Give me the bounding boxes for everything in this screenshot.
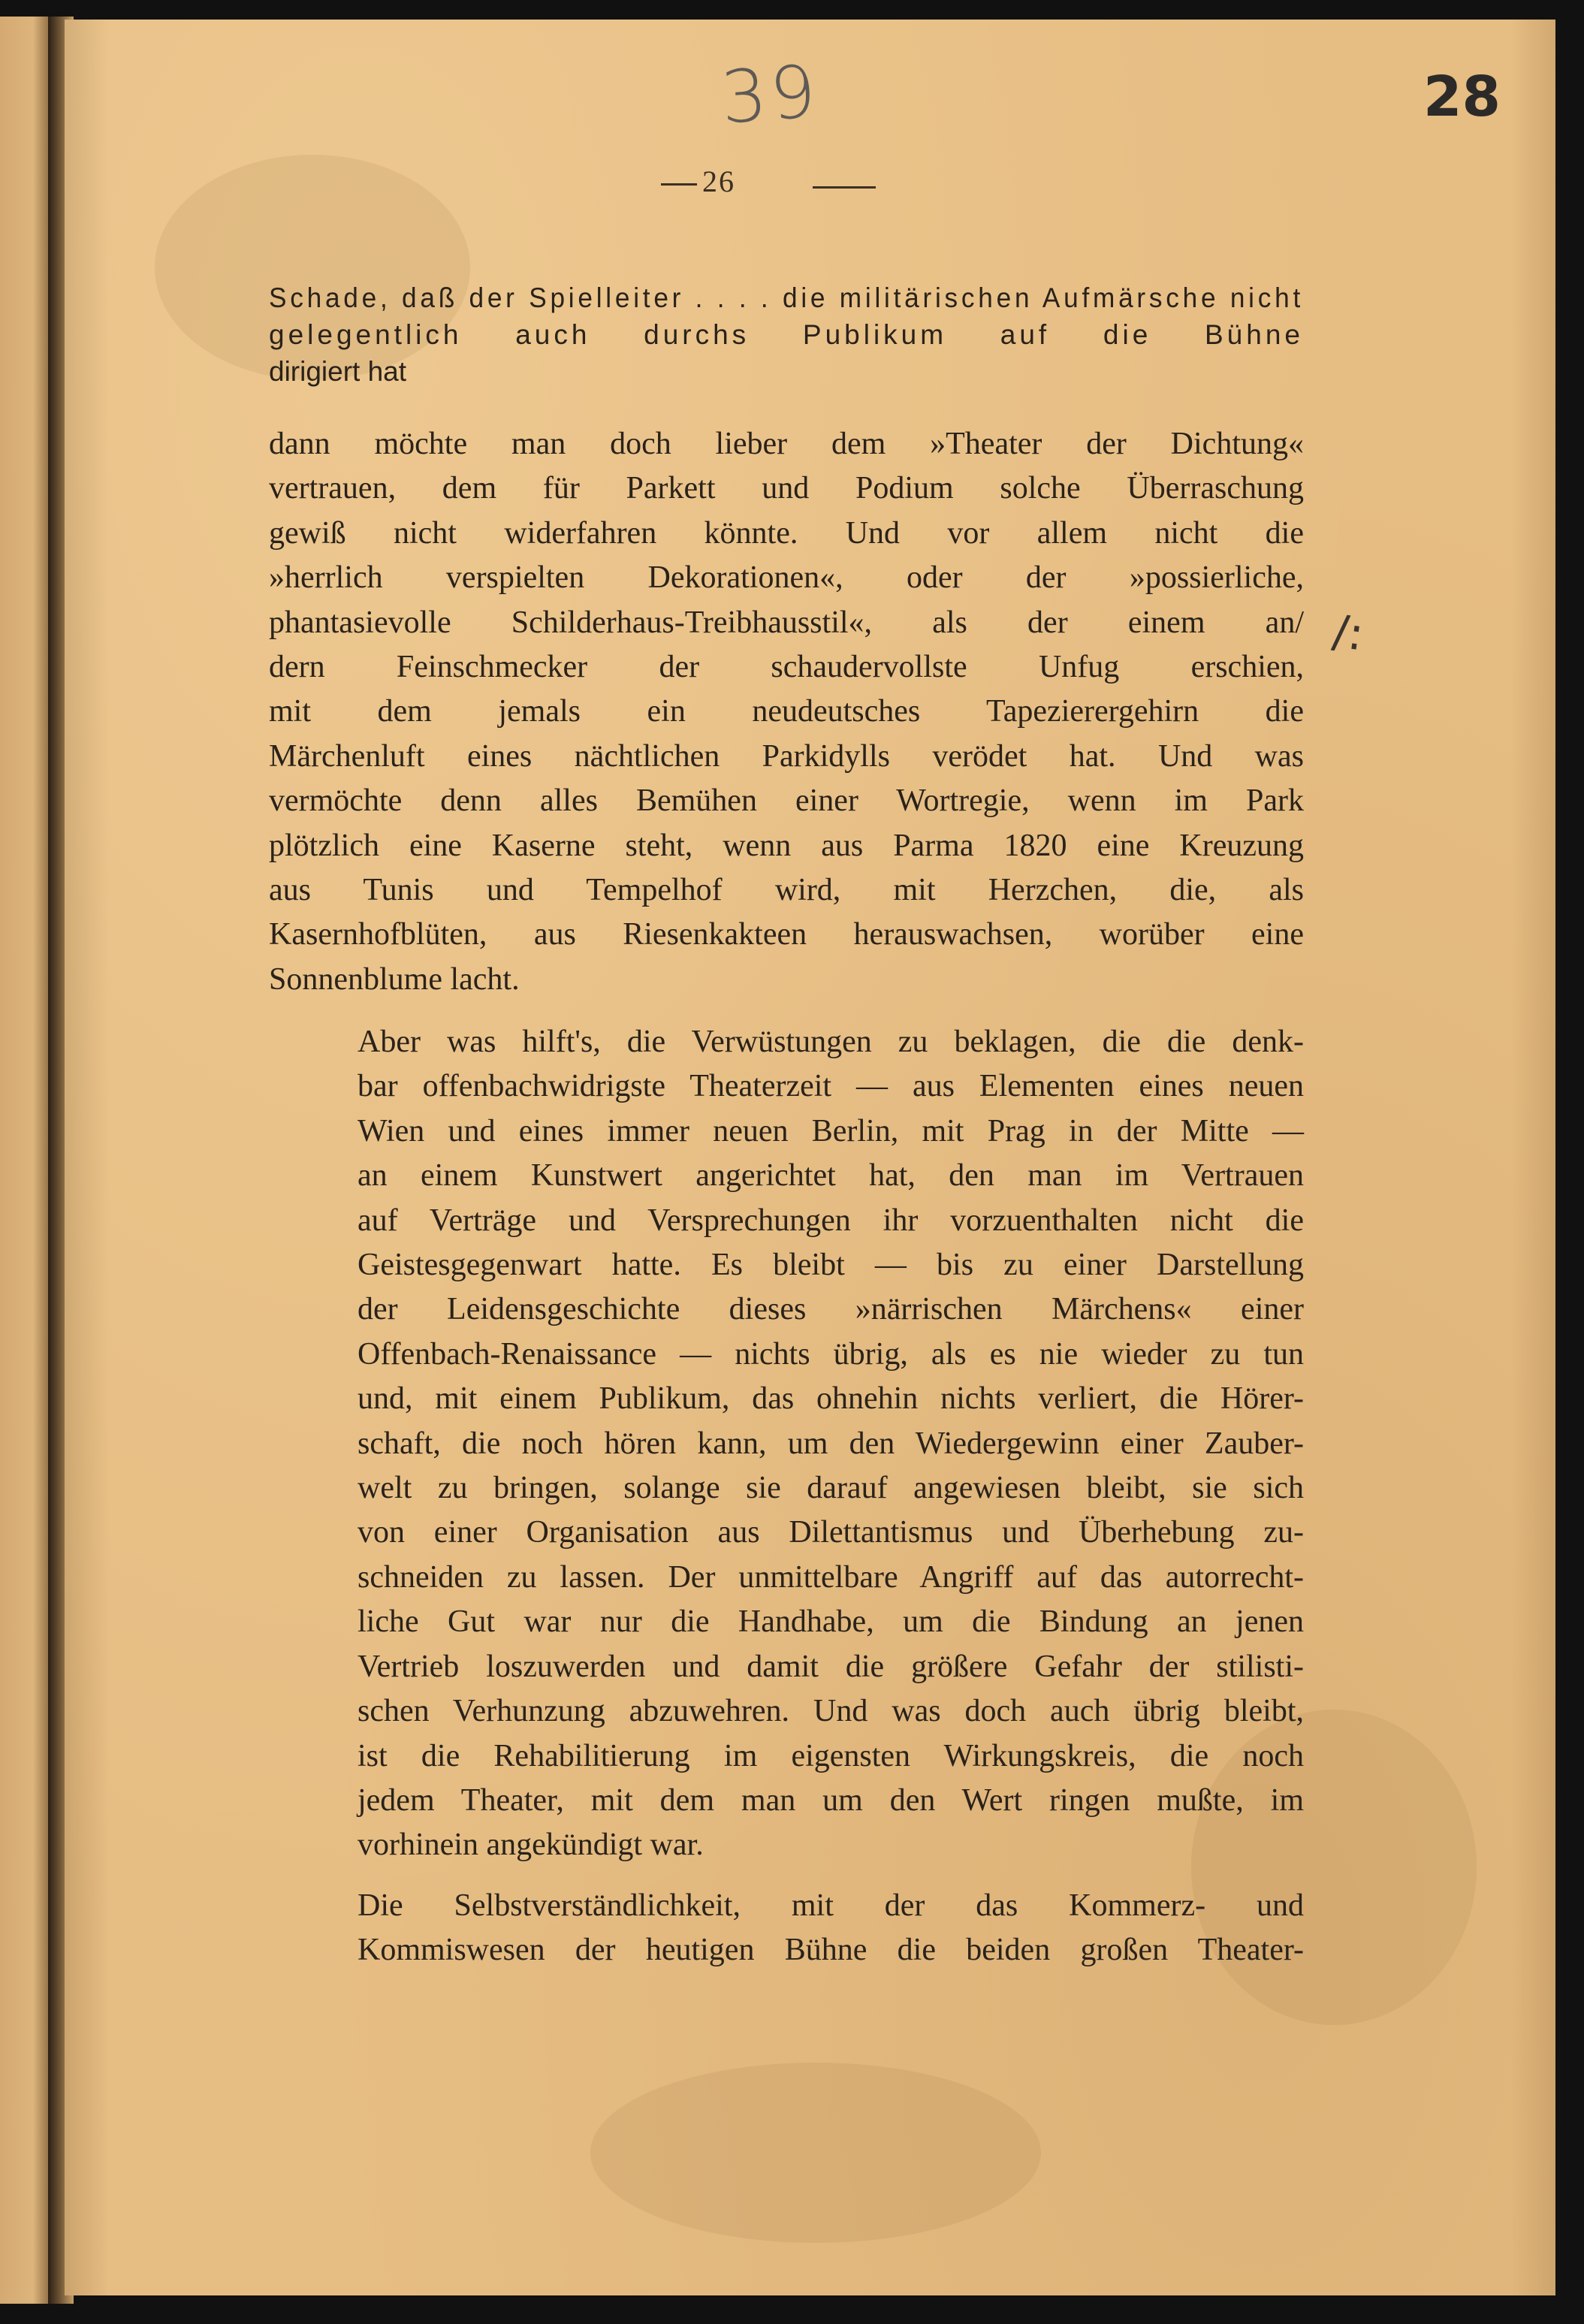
caption-quote [269,279,1304,390]
caption-line: Schade, daß der Spielleiter . . . . die militärischen Aufmärsche nicht [269,282,1304,313]
text-line: Vertrieb loszuwerden und damit die größere Gefahr der stilisti- [358,1649,1304,1684]
text-line: dann möchte man doch lieber dem »Theater der Dichtung« [269,427,1304,461]
margin-correction-mark: /: [1329,605,1368,662]
text-line: vertrauen, dem für Parkett und Podium solche Überraschung [269,471,1304,506]
text-line: Kasernhofblüten, aus Riesenkakteen herauswachsen, worüber eine [269,917,1304,952]
paragraph-1 [269,422,1304,1002]
text-line: aus Tunis und Tempelhof wird, mit Herzchen, die, als [269,873,1304,908]
text-line: welt zu bringen, solange sie darauf angewiesen bleibt, sie sich [358,1471,1304,1506]
text-line: vermöchte denn alles Bemühen einer Wortregie, wenn im Park [269,783,1304,819]
text-line: Geistesgegenwart hatte. Es bleibt — bis zu einer Darstellung [358,1248,1304,1283]
text-line: jedem Theater, mit dem man um den Wert ringen mußte, im [358,1782,1304,1818]
text-line: Märchenluft eines nächtlichen Parkidylls verödet hat. Und was [269,738,1304,774]
handwritten-corner-number: 28 [1423,65,1501,129]
text-line: von einer Organisation aus Dilettantismus und Überhebung zu- [358,1515,1304,1550]
text-line: phantasievolle Schilderhaus-Treibhausstil«, als der einem an/ [269,605,1304,640]
text-line: Offenbach-Renaissance — nichts übrig, als es nie wieder zu tun [358,1336,1304,1372]
text-line: mit dem jemals ein neudeutsches Tapezierergehirn die [269,694,1304,729]
text-line: schneiden zu lassen. Der unmittelbare Angriff auf das autorrecht- [358,1559,1304,1595]
text-line: der Leidensgeschichte dieses »närrischen Märchens« einer [358,1292,1304,1327]
text-line: liche Gut war nur die Handhabe, um die Bindung an jenen [358,1604,1304,1640]
caption-line: gelegentlich auch durchs Publikum auf die Bühne [269,319,1304,350]
paragraph-3 [269,1884,1304,1973]
text-line: Wien und eines immer neuen Berlin, mit Prag in der Mitte — [358,1113,1304,1148]
folio-dash-left [661,183,697,186]
text-line: plötzlich eine Kaserne steht, wenn aus Parma 1820 eine Kreuzung [269,828,1304,863]
text-line: und, mit einem Publikum, das ohnehin nichts verliert, die Hörer- [358,1381,1304,1417]
caption-line: dirigiert hat [269,356,407,387]
text-line: ist die Rehabilitierung im eigensten Wirkungskreis, die noch [358,1738,1304,1773]
text-line: bar offenbachwidrigste Theaterzeit — aus Elementen eines neuen [358,1069,1304,1104]
handwritten-page-number: 39 [718,49,822,140]
text-line: Kommiswesen der heutigen Bühne die beiden großen Theater- [358,1933,1304,1968]
text-line: Sonnenblume lacht. [269,961,520,997]
text-line: auf Verträge und Versprechungen ihr vorzuenthalten nicht die [358,1203,1304,1238]
text-line: vorhinein angekündigt war. [358,1828,704,1863]
text-line: dern Feinschmecker der schaudervollste Unfug erschien, [269,650,1304,685]
text-line: an einem Kunstwert angerichtet hat, den man im Vertrauen [358,1158,1304,1194]
folio-dash-right [813,186,876,189]
paragraph-2 [269,1020,1304,1868]
text-line: Aber was hilft's, die Verwüstungen zu beklagen, die die denk- [358,1025,1304,1059]
folio-number: 26 [702,164,735,198]
paper-stain [590,2063,1041,2243]
text-line: »herrlich verspielten Dekorationen«, oder der »possierliche, [269,560,1304,596]
text-line: schen Verhunzung abzuwehren. Und was doch auch übrig bleibt, [358,1694,1304,1729]
text-line: gewiß nicht widerfahren könnte. Und vor allem nicht die [269,515,1304,551]
text-line: schaft, die noch hören kann, um den Wiedergewinn einer Zauber- [358,1426,1304,1461]
text-line: Die Selbstverständlichkeit, mit der das Kommerz- und [358,1888,1304,1923]
